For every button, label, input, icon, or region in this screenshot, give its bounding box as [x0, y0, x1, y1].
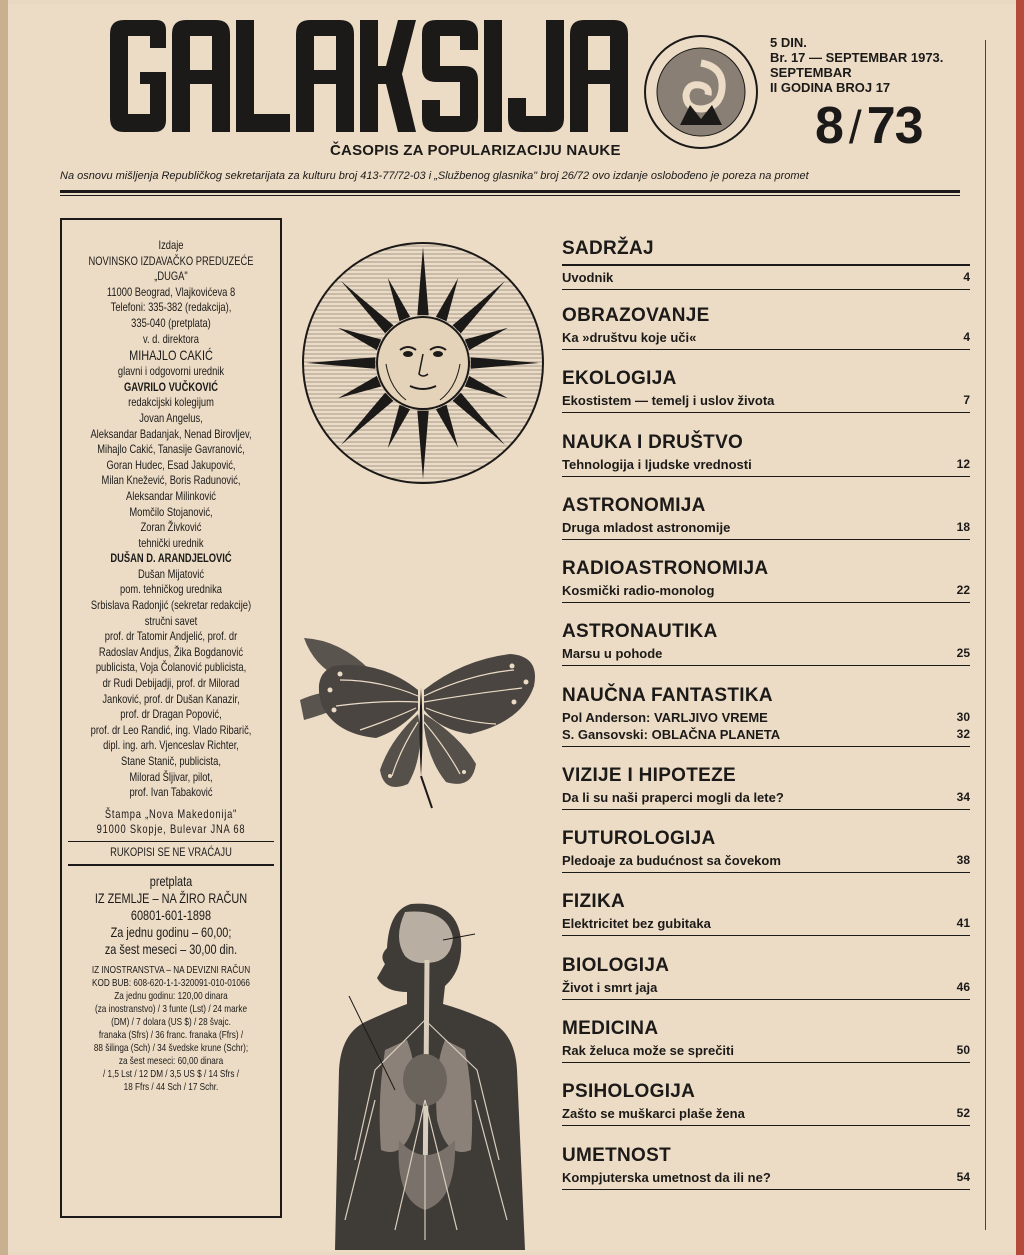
imprint-line: dipl. ing. arh. Vjenceslav Richter, [103, 738, 239, 753]
entry-title: Pol Anderson: VARLJIVO VREME [562, 709, 768, 725]
entry-rule [562, 476, 970, 477]
tax-note: Na osnovu mišljenja Republičkog sekretarijata za kulturu broj 413-77/72-03 i „Službenog glasnika" broj 26/72 ovo izdanje oslobođeno je poreza na promet [60, 170, 809, 182]
imprint-line: prof. dr Tatomir Andjelić, prof. dr [104, 629, 238, 644]
contents-section [562, 269, 970, 303]
entry-title: Tehnologija i ljudske vrednosti [562, 456, 752, 472]
entry-title: Da li su naši praperci mogli da lete? [562, 789, 784, 805]
foreign-subscription-line: (DM) / 7 dolara (US $) / 28 švajc. [111, 1015, 231, 1028]
imprint-line: Milan Knežević, Boris Radunović, [101, 473, 241, 488]
entry-title: Elektricitet bez gubitaka [562, 916, 711, 932]
contents-entry [562, 456, 970, 473]
contents-entry [562, 709, 970, 726]
imprint-line: pom. tehničkog urednika [120, 582, 222, 597]
contents-section [562, 953, 970, 1016]
contents-entry [562, 645, 970, 662]
imprint-line: Zoran Živković [140, 520, 202, 535]
foreign-subscription-line: za šest meseci: 60,00 dinara [118, 1054, 224, 1067]
entry-page-number: 54 [956, 1169, 970, 1184]
contents-entry [562, 789, 970, 806]
right-column-rule [985, 40, 986, 1230]
imprint-line: prof. Ivan Tabaković [129, 785, 213, 800]
contents-entry [562, 915, 970, 932]
contents-section [562, 763, 970, 826]
imprint-line: NOVINSKO IZDAVAČKO PREDUZEĆE [88, 253, 254, 268]
foreign-subscription-line: 18 Ffrs / 44 Sch / 17 Schr. [123, 1080, 219, 1093]
binding-spine [1016, 0, 1024, 1255]
entry-title: S. Gansovski: OBLAČNA PLANETA [562, 726, 781, 742]
magazine-subtitle: ČASOPIS ZA POPULARIZACIJU NAUKE [330, 142, 621, 159]
issue-number [815, 96, 923, 156]
contents-section [562, 366, 970, 429]
imprint-divider [68, 841, 274, 842]
entry-page-number: 41 [956, 916, 970, 931]
imprint-line: Izdaje [158, 238, 184, 252]
page-left-edge [0, 0, 8, 1255]
contents-section [562, 1079, 970, 1142]
entry-rule [562, 1062, 970, 1063]
imprint-line: Srbislava Radonjić (sekretar redakcije) [90, 598, 252, 613]
contents-section [562, 1016, 970, 1079]
section-title: NAUČNA FANTASTIKA [562, 684, 773, 706]
no-return-notice: RUKOPISI SE NE VRAĆAJU [110, 844, 232, 859]
contents-section [562, 826, 970, 889]
section-title: OBRAZOVANJE [562, 305, 710, 326]
entry-page-number: 22 [956, 583, 970, 598]
foreign-subscription-line: Za jednu godinu: 120,00 dinara [114, 989, 228, 1002]
imprint-line: Mihajlo Cakić, Tanasije Gavranović, [97, 442, 245, 457]
entry-title: Druga mladost astronomije [562, 519, 731, 535]
contents-entry [562, 1105, 970, 1122]
imprint-line: tehnički urednik [138, 535, 204, 550]
issue-year-line: II GODINA BROJ 17 [770, 80, 891, 95]
butterfly-illustration [300, 630, 544, 820]
subscription-line: za šest meseci – 30,00 din. [104, 940, 238, 957]
contents-entry [562, 269, 970, 286]
entry-title: Kompjuterska umetnost da ili ne? [562, 1169, 771, 1185]
section-title: EKOLOGIJA [562, 368, 677, 390]
section-title: BIOLOGIJA [562, 954, 670, 976]
printer-line: Štampa „Nova Makedonija" [104, 806, 238, 821]
contents-section [562, 683, 970, 763]
section-title: RADIOASTRONOMIJA [562, 558, 769, 580]
imprint-line: glavni i odgovorni urednik [117, 364, 225, 379]
section-title: MEDICINA [562, 1017, 659, 1039]
imprint-line: Janković, prof. dr Dušan Kanazir, [102, 691, 240, 706]
foreign-subscription-line: / 1,5 Lst / 12 DM / 3,5 US $ / 14 Sfrs / [102, 1067, 240, 1080]
section-title: UMETNOST [562, 1144, 672, 1166]
entry-rule [562, 1125, 970, 1126]
entry-title: Kosmički radio-monolog [562, 583, 715, 599]
contents-section [562, 1143, 970, 1206]
entry-page-number: 30 [956, 709, 970, 724]
contents-section [562, 303, 970, 366]
imprint-line: prof. dr Leo Randić, ing. Vlado Ribarič, [90, 722, 252, 737]
imprint-line: stručni savet [144, 613, 198, 628]
entry-rule [562, 809, 970, 810]
contents-entry [562, 582, 970, 599]
section-title: NAUKA I DRUŠTVO [562, 431, 744, 453]
entry-page-number: 25 [956, 646, 970, 661]
foreign-subscription-line: KOD BUB: 608-620-1-1-320091-010-01066 [92, 976, 250, 989]
contents-section [562, 430, 970, 493]
human-anatomy-illustration [315, 900, 535, 1250]
entry-title: Ekostistem — temelj i uslov života [562, 393, 775, 409]
contents-entry [562, 519, 970, 536]
entry-title: Zašto se muškarci plaše žena [562, 1106, 745, 1122]
entry-rule [562, 935, 970, 936]
issue-month: SEPTEMBAR [770, 65, 852, 80]
contents-section [562, 619, 970, 682]
contents-entry [562, 1169, 970, 1186]
entry-page-number: 12 [956, 456, 970, 471]
section-title: FUTUROLOGIJA [562, 828, 716, 850]
section-title: ASTRONOMIJA [562, 494, 706, 516]
section-title: FIZIKA [562, 891, 626, 913]
issue-number-year: 73 [866, 97, 923, 155]
imprint-line: Stane Stanič, publicista, [121, 754, 221, 768]
imprint-box [60, 218, 282, 1218]
imprint-line: publicista, Voja Čolanović publicista, [95, 660, 247, 675]
entry-rule [562, 999, 970, 1000]
entry-page-number: 18 [956, 519, 970, 534]
issue-line: Br. 17 — SEPTEMBAR 1973. [770, 50, 944, 65]
imprint-line: „DUGA" [154, 269, 188, 284]
imprint-line: Radoslav Andjus, Žika Bogdanović [98, 644, 244, 659]
foreign-subscription-line: 88 šilinga (Sch) / 34 švedske krune (Schr); [93, 1041, 249, 1054]
subscription-line: pretplata [149, 872, 193, 889]
subscription-line: Za jednu godinu – 60,00; [110, 923, 232, 940]
imprint-foreign-subscription [62, 964, 280, 1094]
contents-entry [562, 329, 970, 346]
entry-title: Marsu u pohode [562, 646, 663, 662]
imprint-line: prof. dr Dragan Popović, [120, 707, 222, 722]
imprint-line: Dušan Mijatović [137, 566, 205, 581]
price-block [770, 35, 943, 95]
masthead-rule [60, 190, 960, 193]
entry-title: Uvodnik [562, 270, 614, 285]
entry-rule [562, 412, 970, 413]
entry-page-number: 34 [956, 789, 970, 804]
printer-line: 91000 Skopje, Bulevar JNA 68 [96, 822, 246, 837]
contents-section [562, 889, 970, 952]
galaksija-logo [110, 20, 630, 132]
table-of-contents [562, 236, 970, 1206]
spiral-galaxy-emblem-icon [640, 33, 762, 151]
imprint-subscription [62, 869, 280, 958]
imprint-line: redakcijski kolegijum [128, 395, 214, 410]
imprint-line: Telefoni: 335-382 (redakcija), [110, 300, 232, 315]
contents-list [562, 269, 970, 1206]
imprint-line: 335-040 (pretplata) [131, 315, 211, 330]
entry-page-number: 52 [956, 1106, 970, 1121]
imprint-line: DUŠAN D. ARANDJELOVIĆ [110, 551, 232, 566]
price: 5 DIN. [770, 35, 807, 50]
entry-page-number: 4 [963, 270, 970, 284]
entry-rule [562, 349, 970, 350]
imprint-line: dr Rudi Debijadji, prof. dr Milorad [102, 676, 240, 691]
foreign-subscription-line: franaka (Sfrs) / 36 franc. franaka (Ffrs) / [98, 1028, 244, 1041]
contents-entry [562, 726, 970, 743]
imprint-printer [62, 807, 280, 838]
issue-number-month: 8 [815, 97, 843, 155]
subscription-line: IZ ZEMLJE – NA ŽIRO RAČUN [94, 889, 248, 906]
imprint-line: Momčilo Stojanović, [129, 504, 213, 519]
entry-title: Život i smrt jaja [562, 979, 658, 995]
imprint-line: v. d. direktora [142, 331, 200, 346]
contents-entry [562, 392, 970, 409]
contents-heading: SADRŽAJ [562, 238, 654, 259]
imprint-divider [68, 864, 274, 866]
entry-page-number: 38 [956, 853, 970, 868]
entry-rule [562, 665, 970, 666]
contents-entry [562, 979, 970, 996]
entry-page-number: 50 [956, 1042, 970, 1057]
foreign-subscription-line: IZ INOSTRANSTVA – NA DEVIZNI RAČUN [91, 963, 251, 976]
imprint-line: Aleksandar Milinković [125, 488, 216, 503]
imprint-line: Jovan Angelus, [139, 410, 203, 425]
foreign-subscription-line: (za inostranstvo) / 3 funte (Lst) / 24 marke [94, 1002, 248, 1015]
imprint-staff-list [62, 220, 280, 801]
entry-page-number: 4 [963, 330, 970, 344]
issue-slash: / [848, 101, 861, 153]
imprint-line: Milorad Šljivar, pilot, [129, 769, 213, 784]
contents-entry [562, 852, 970, 869]
contents-entry [562, 1042, 970, 1059]
imprint-line: Goran Hudec, Esad Jakupović, [106, 457, 236, 472]
entry-rule [562, 746, 970, 747]
entry-rule [562, 1189, 970, 1190]
sun-face-illustration [300, 238, 546, 488]
entry-page-number: 7 [963, 393, 970, 408]
entry-page-number: 32 [956, 726, 970, 741]
section-title: ASTRONAUTIKA [562, 621, 718, 643]
imprint-line: GAVRILO VUČKOVIĆ [124, 379, 218, 394]
contents-heading-rule [562, 264, 970, 266]
contents-section [562, 493, 970, 556]
entry-rule [562, 539, 970, 540]
entry-title: Ka »društvu koje uči« [562, 330, 697, 345]
entry-title: Rak želuca može se sprečiti [562, 1042, 734, 1058]
entry-page-number: 46 [956, 979, 970, 994]
contents-section [562, 556, 970, 619]
entry-rule [562, 602, 970, 603]
section-title: PSIHOLOGIJA [562, 1081, 696, 1103]
imprint-line: Aleksandar Badanjak, Nenad Birovljev, [90, 426, 252, 441]
entry-rule [562, 289, 970, 290]
imprint-line: MIHAJLO CAKIĆ [129, 347, 213, 364]
imprint-line: 11000 Beograd, Vlajkovićeva 8 [106, 284, 236, 299]
masthead-rule-thin [60, 195, 960, 196]
entry-title: Pledoaje za budućnost sa čovekom [562, 853, 781, 869]
subscription-line: 60801-601-1898 [130, 906, 212, 923]
section-title: VIZIJE I HIPOTEZE [562, 764, 737, 786]
entry-rule [562, 872, 970, 873]
